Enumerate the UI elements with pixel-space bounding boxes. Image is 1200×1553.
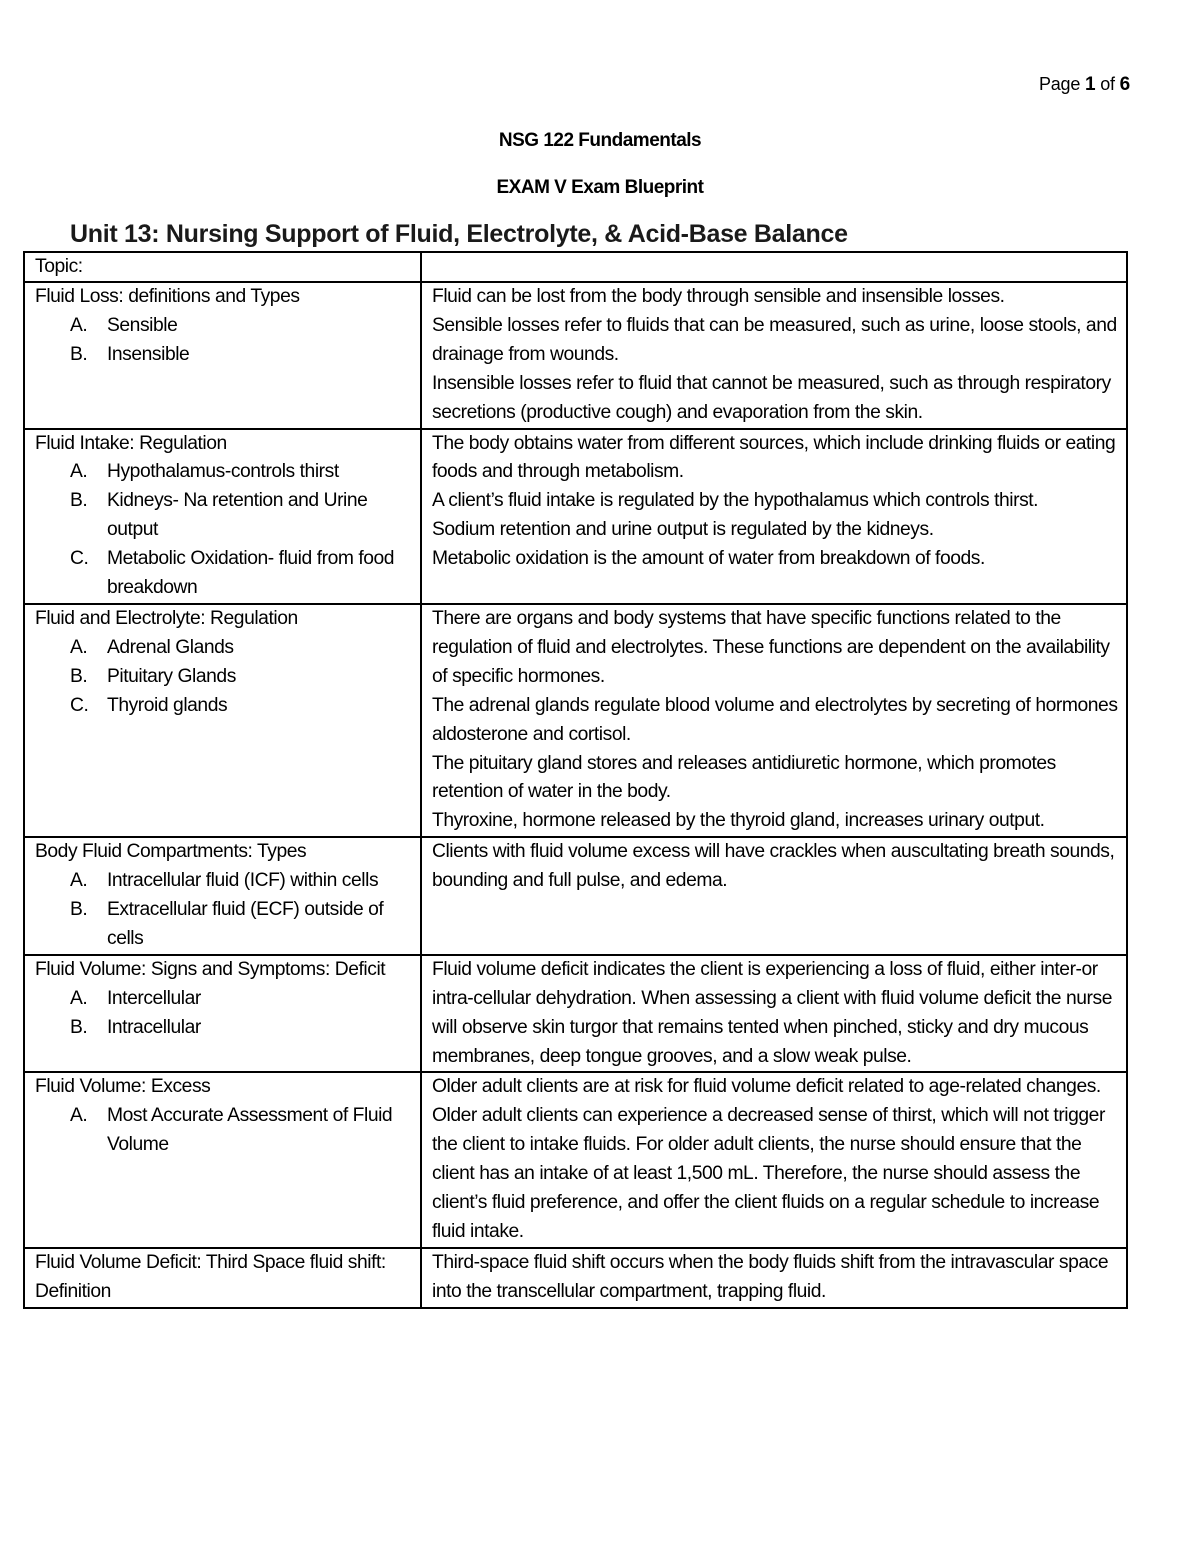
topic-title: Fluid Intake: Regulation <box>35 432 227 454</box>
page-total: 6 <box>1119 74 1130 95</box>
description-paragraph: Sensible losses refer to fluids that can be measured, such as urine, loose stools, and drainage from wounds. <box>432 314 1117 365</box>
subtopic-marker: B. <box>70 490 88 512</box>
table-header-row <box>24 252 1127 282</box>
subtopic-marker: B. <box>70 665 88 687</box>
blueprint-table <box>23 251 1128 1309</box>
subtopic-marker: B. <box>70 1016 88 1038</box>
subtopic-text: Sensible <box>107 314 178 336</box>
subtopic-text: Metabolic Oxidation- fluid from food breakdown <box>107 548 395 599</box>
subtopic-item <box>70 312 412 341</box>
subtopic-list <box>35 312 412 370</box>
topic-cell <box>24 1072 421 1247</box>
page-current: 1 <box>1085 74 1096 95</box>
subtopic-item <box>70 341 412 370</box>
description-cell <box>421 837 1127 955</box>
subtopic-marker: B. <box>70 343 88 365</box>
subtopic-list <box>35 867 412 954</box>
subtopic-marker: C. <box>70 694 89 716</box>
subtopic-list <box>35 634 412 721</box>
subtopic-text: Kidneys- Na retention and Urine output <box>107 490 368 541</box>
subtopic-list <box>35 985 412 1043</box>
subtopic-marker: A. <box>70 314 88 336</box>
topic-title: Body Fluid Compartments: Types <box>35 841 307 863</box>
subtopic-marker: A. <box>70 870 88 892</box>
subtopic-text: Adrenal Glands <box>107 636 234 658</box>
course-title: NSG 122 Fundamentals <box>498 130 702 151</box>
subtopic-item <box>70 487 412 545</box>
topic-cell <box>24 429 421 604</box>
subtopic-item <box>70 634 412 663</box>
subtopic-marker: C. <box>70 548 89 570</box>
topic-title: Fluid Volume Deficit: Third Space fluid shift: Definition <box>35 1251 386 1302</box>
subtopic-item <box>70 545 412 603</box>
page-number <box>1039 74 1130 96</box>
description-paragraph: There are organs and body systems that have specific functions related to the regulation of fluid and electrolytes. These functions are dependent on the availability of specific hormones. <box>432 607 1110 687</box>
subtopic-item <box>70 1102 412 1160</box>
page-of-label: of <box>1100 74 1115 94</box>
subtopic-text: Hypothalamus-controls thirst <box>107 461 339 483</box>
description-cell <box>421 1248 1127 1308</box>
subtopic-list <box>35 1102 412 1160</box>
topic-title: Fluid Loss: definitions and Types <box>35 286 300 307</box>
description-cell <box>421 282 1127 429</box>
subtopic-text: Insensible <box>107 343 190 365</box>
subtopic-marker: B. <box>70 899 88 921</box>
description-cell <box>421 955 1127 1073</box>
topic-header-cell: Topic: <box>24 252 421 282</box>
subtopic-item <box>70 867 412 896</box>
page-label: Page <box>1038 74 1081 94</box>
description-paragraph: Insensible losses refer to fluid that cannot be measured, such as through respiratory secretions (productive cough) and evaporation from the skin. <box>432 372 1111 423</box>
description-paragraph: Metabolic oxidation is the amount of water from breakdown of foods. <box>432 548 985 570</box>
table-row <box>24 1072 1127 1247</box>
subtopic-item <box>70 985 412 1014</box>
table-row <box>24 429 1127 604</box>
table-row <box>24 282 1127 429</box>
description-paragraph: The body obtains water from different sources, which include drinking fluids or eating foods and through metabolism. <box>432 432 1116 483</box>
topic-cell <box>24 1248 421 1308</box>
description-paragraph: Older adult clients are at risk for fluid volume deficit related to age-related changes. Older adult clients can experience a decreased sense of thirst, which will not trigger the client to intake fluids. For older adult clients, the nurse should ensure that the client has an intake of at least 1,500 mL. Therefore, the nurse should assess the client’s fluid preference, and offer the client fluids on a regular schedule to increase fluid intake. <box>432 1076 1105 1242</box>
subtopic-item <box>70 458 412 487</box>
table-row <box>24 604 1127 837</box>
subtopic-text: Extracellular fluid (ECF) outside of cells <box>107 899 384 949</box>
description-paragraph: Clients with fluid volume excess will have crackles when auscultating breath sounds, bounding and full pulse, and edema. <box>432 841 1115 892</box>
exam-title: EXAM V Exam Blueprint <box>496 177 704 198</box>
topic-cell <box>24 604 421 837</box>
description-cell <box>421 1072 1127 1247</box>
topic-cell <box>24 955 421 1073</box>
table-row <box>24 837 1127 955</box>
subtopic-marker: A. <box>70 1105 88 1127</box>
subtopic-marker: A. <box>70 461 88 483</box>
subtopic-marker: A. <box>70 987 88 1009</box>
topic-cell <box>24 282 421 429</box>
description-paragraph: Third-space fluid shift occurs when the body fluids shift from the intravascular space into the transcellular compartment, trapping fluid. <box>432 1251 1109 1302</box>
blueprint-table-body <box>24 252 1127 1308</box>
subtopic-item <box>70 896 412 954</box>
description-paragraph: A client’s fluid intake is regulated by the hypothalamus which controls thirst. <box>432 490 1039 512</box>
subtopic-marker: A. <box>70 636 88 658</box>
table-row <box>24 955 1127 1073</box>
subtopic-text: Pituitary Glands <box>107 665 236 687</box>
subtopic-text: Thyroid glands <box>107 694 228 716</box>
subtopic-text: Intercellular <box>107 987 201 1009</box>
description-cell <box>421 429 1127 604</box>
subtopic-text: Most Accurate Assessment of Fluid Volume <box>107 1105 393 1156</box>
description-paragraph: Fluid can be lost from the body through sensible and insensible losses. <box>432 286 1005 307</box>
description-header-cell <box>421 252 1127 282</box>
topic-title: Fluid Volume: Excess <box>35 1076 211 1098</box>
description-paragraph: Sodium retention and urine output is regulated by the kidneys. <box>432 519 934 541</box>
subtopic-text: Intracellular fluid (ICF) within cells <box>107 870 379 892</box>
description-paragraph: The pituitary gland stores and releases antidiuretic hormone, which promotes retention of water in the body. <box>432 752 1056 803</box>
topic-title: Fluid Volume: Signs and Symptoms: Deficit <box>35 958 386 980</box>
table-row <box>24 1248 1127 1308</box>
subtopic-item <box>70 663 412 692</box>
description-cell <box>421 604 1127 837</box>
unit-title: Unit 13: Nursing Support of Fluid, Electrolyte, & Acid-Base Balance <box>70 220 848 248</box>
description-paragraph: Fluid volume deficit indicates the client is experiencing a loss of fluid, either inter-or intra-cellular dehydration. When assessing a client with fluid volume deficit the nurse will observe skin turgor that remains tented when pinched, sticky and dry mucous membranes, deep tongue grooves, and a slow weak pulse. <box>432 958 1112 1067</box>
subtopic-text: Intracellular <box>107 1016 201 1038</box>
topic-title: Fluid and Electrolyte: Regulation <box>35 607 298 629</box>
subtopic-item <box>70 1014 412 1043</box>
subtopic-list <box>35 458 412 603</box>
topic-cell <box>24 837 421 955</box>
subtopic-item <box>70 692 412 721</box>
description-paragraph: The adrenal glands regulate blood volume and electrolytes by secreting of hormones aldosterone and cortisol. <box>432 694 1118 745</box>
description-paragraph: Thyroxine, hormone released by the thyroid gland, increases urinary output. <box>432 810 1045 832</box>
